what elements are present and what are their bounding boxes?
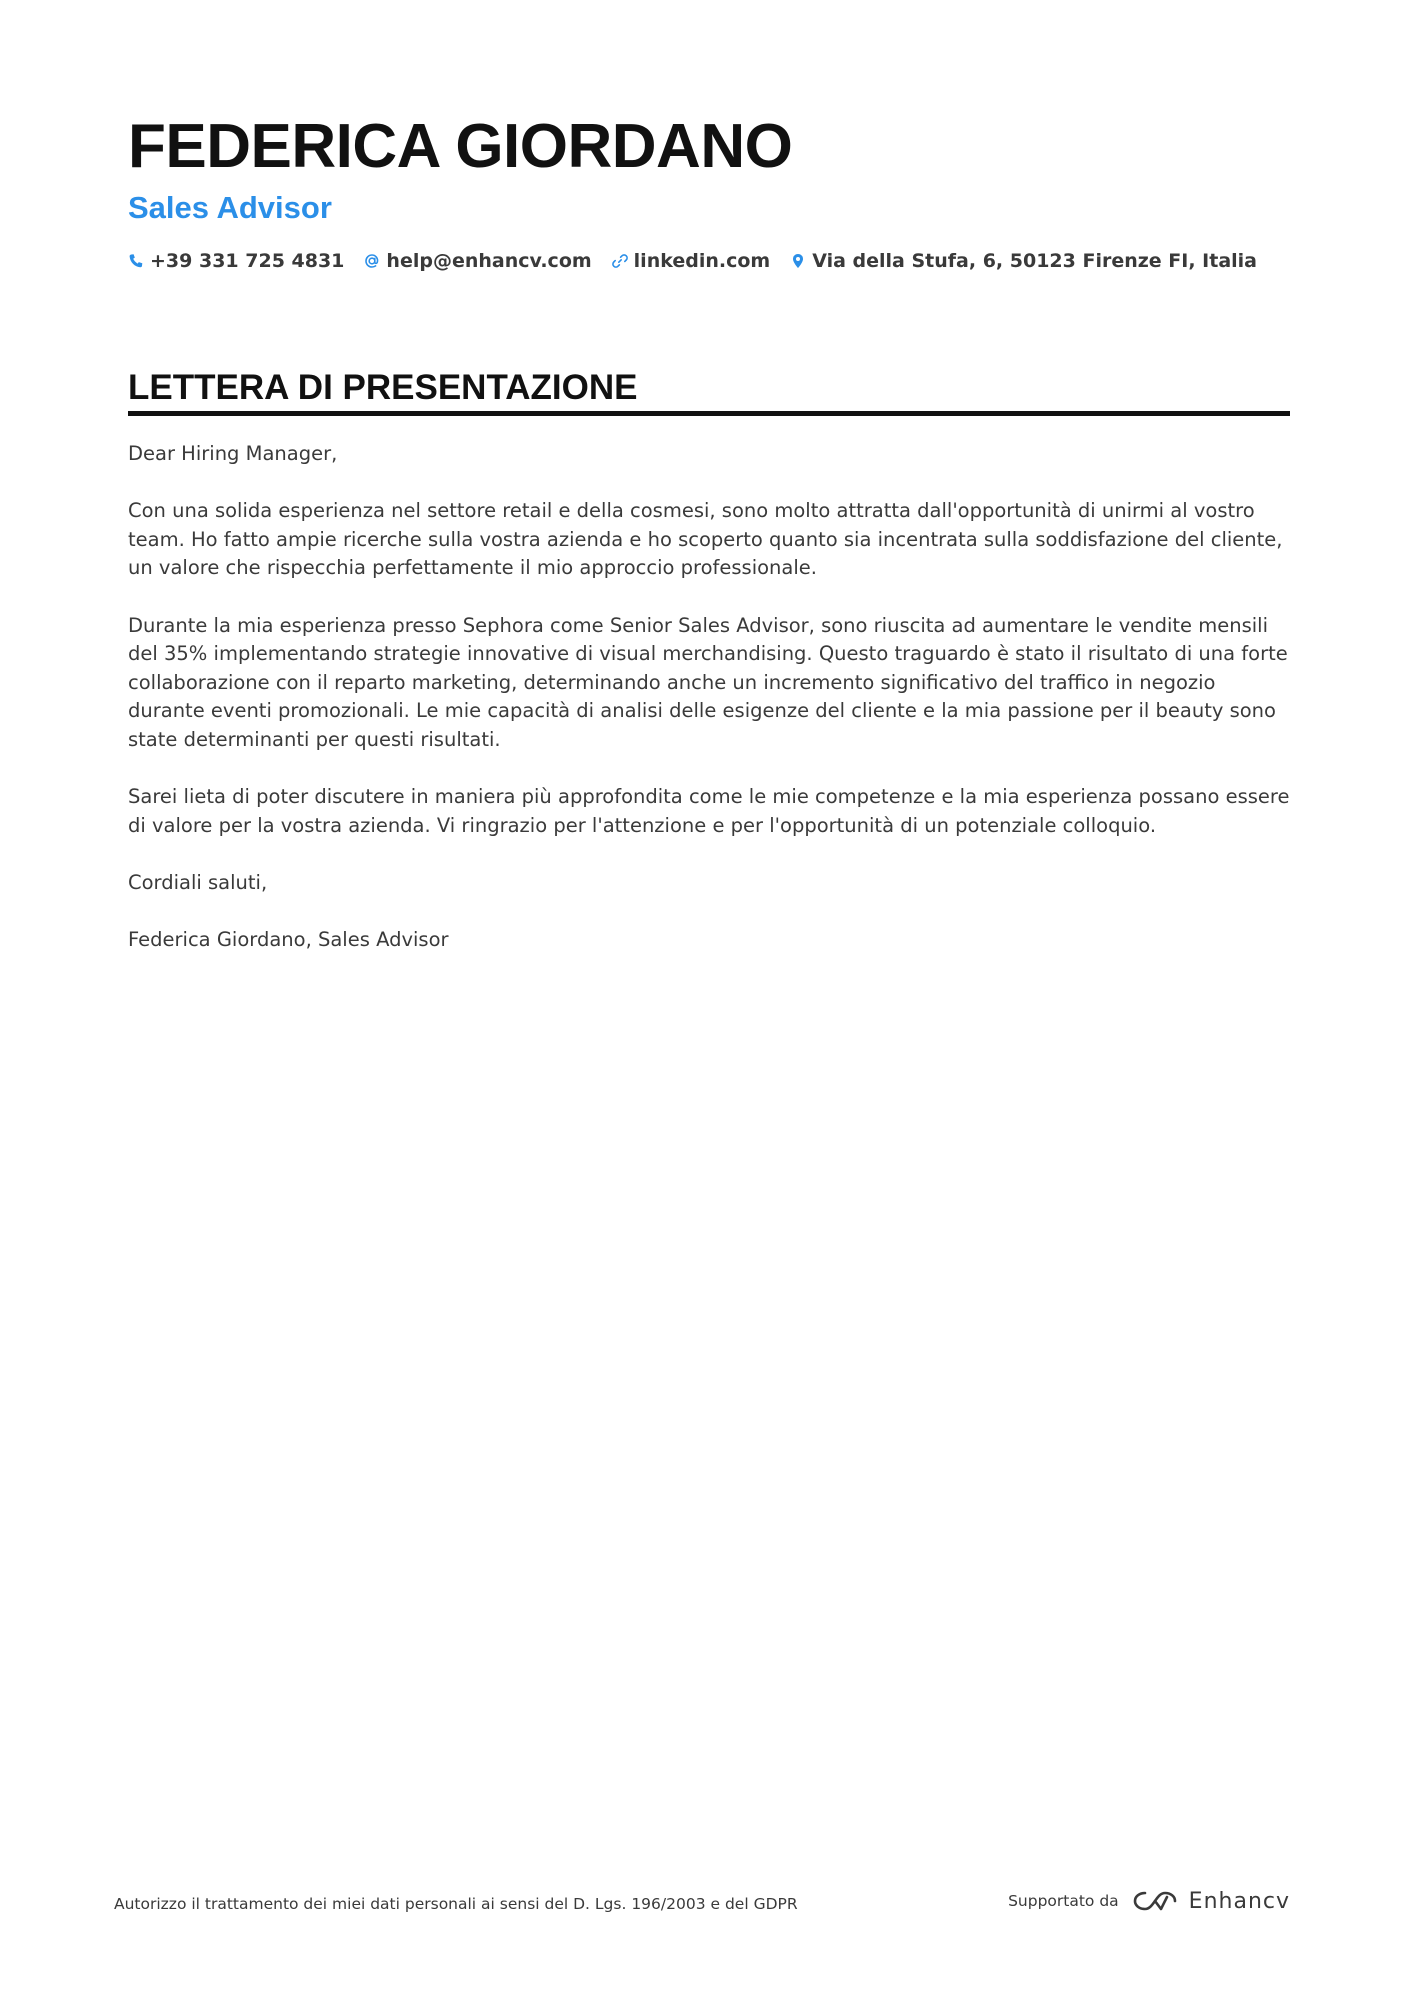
gdpr-consent-note: Autorizzo il trattamento dei miei dati personali ai sensi del D. Lgs. 196/2003 e del GDPR — [114, 1895, 798, 1913]
letter-closing: Cordiali saluti, — [128, 870, 268, 894]
contact-phone — [128, 250, 344, 272]
candidate-name: FEDERICA GIORDANO — [128, 112, 793, 181]
contact-bar — [128, 250, 1290, 272]
email-address[interactable]: help@enhancv.com — [386, 250, 592, 272]
header — [128, 108, 1290, 272]
phone-number[interactable]: +39 331 725 4831 — [150, 250, 345, 272]
candidate-role: Sales Advisor — [128, 190, 332, 225]
enhancv-logo-icon — [1131, 1887, 1179, 1915]
letter-paragraph: Durante la mia esperienza presso Sephora come Senior Sales Advisor, sono riuscita ad aumentare le vendite mensili del 35% implementando strategie innovative di visual merchandising. Questo traguardo è stato il risultato di una forte collaborazione con il reparto marketing, determinando anche un incremento significativo del traffico in negozio durante eventi promozionali. Le mie capacità di analisi delle esigenze del cliente e la mia passione per il beauty sono state determinanti per questi risultati. — [128, 613, 1288, 751]
contact-linkedin — [612, 250, 771, 272]
brand-name: Enhancv — [1188, 1888, 1290, 1914]
address: Via della Stufa, 6, 50123 Firenze FI, Italia — [812, 250, 1258, 272]
powered-by-badge[interactable] — [1008, 1887, 1290, 1915]
letter-paragraph: Sarei lieta di poter discutere in maniera più approfondita come le mie competenze e la mia esperienza possano essere di valore per la vostra azienda. Vi ringrazio per l'attenzione e per l'opportunità di un potenziale colloquio. — [128, 785, 1290, 837]
letter-body — [128, 440, 1294, 983]
contact-email — [364, 250, 591, 272]
letter-paragraph: Con una solida esperienza nel settore retail e della cosmesi, sono molto attratta dall'opportunità di unirmi al vostro team. Ho fatto ampie ricerche sulla vostra azienda e ho scoperto quanto sia incentrata sulla soddisfazione del cliente, un valore che rispecchia perfettamente il mio approccio professionale. — [128, 499, 1283, 580]
letter-signature: Federica Giordano, Sales Advisor — [128, 928, 449, 952]
linkedin-link[interactable]: linkedin.com — [633, 250, 771, 272]
section-divider — [128, 411, 1290, 416]
at-sign-icon — [364, 253, 380, 269]
phone-icon — [128, 253, 144, 269]
link-icon — [612, 253, 628, 269]
section-title: LETTERA DI PRESENTAZIONE — [128, 368, 638, 407]
letter-greeting: Dear Hiring Manager, — [128, 442, 338, 465]
location-pin-icon — [790, 253, 806, 269]
contact-address — [790, 250, 1257, 272]
powered-by-label: Supportato da — [1008, 1892, 1119, 1910]
